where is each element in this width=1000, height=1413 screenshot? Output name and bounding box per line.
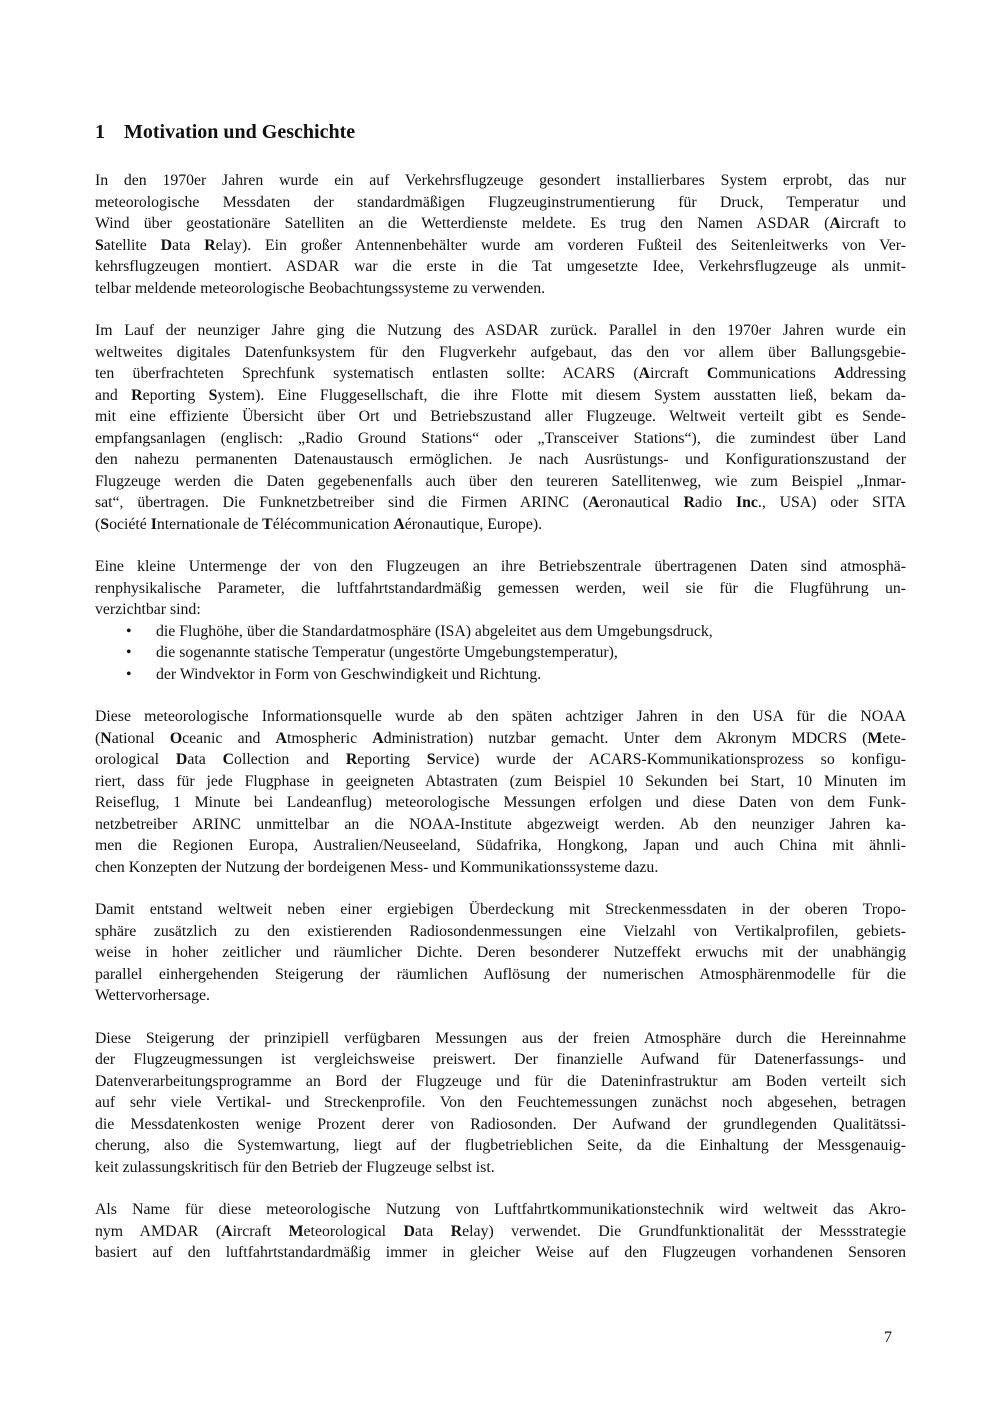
text-segment: ete-: [882, 729, 907, 747]
bold-initial: C: [222, 751, 235, 768]
list-item-text: die Flughöhe, über die Standardatmosphäre (ISA) abgeleitet aus dem Umgebungsdruck,: [156, 622, 713, 640]
text-segment: den nahezu permanenten Datenaustausch ermöglichen. Je nach Ausrüstungs- und Konfigurationszustand der: [95, 451, 906, 468]
text-line: [95, 385, 906, 407]
text-line: [95, 921, 906, 943]
text-segment: (: [95, 515, 101, 533]
text-segment: ata: [187, 751, 223, 768]
text-line: [95, 835, 906, 857]
text-segment: ollection and: [234, 751, 346, 768]
bold-initial: M: [867, 729, 883, 747]
text-segment: Wind über geostationäre Satelliten an die Wetterdienste meldete. Es trug den Namen ASDAR (: [95, 215, 830, 232]
text-line: [95, 471, 906, 493]
text-segment: kehrsflugzeugen montiert. ASDAR war die erste in die Tat umgesetzte Idee, Verkehrsflugzeuge als unmit-: [95, 258, 906, 275]
text-segment: Diese meteorologische Informationsquelle wurde ab den späten achtziger Jahren in den USA für die NOAA: [95, 708, 906, 725]
list-item: [95, 642, 906, 664]
text-line: [95, 749, 906, 771]
text-line: [95, 514, 906, 536]
text-segment: ational: [111, 729, 170, 747]
bold-initial: A: [834, 365, 846, 382]
paragraph: [95, 1028, 906, 1179]
bullet-icon: •: [126, 644, 132, 661]
text-line: [95, 320, 906, 342]
section-heading: [95, 120, 906, 144]
text-segment: adio: [694, 494, 736, 511]
bullet-icon: •: [126, 665, 132, 683]
text-line: [95, 342, 906, 364]
bold-initial: R: [345, 751, 358, 768]
bold-initial: I: [150, 515, 157, 533]
text-segment: men die Regionen Europa, Australien/Neuseeland, Südafrika, Hongkong, Japan und auch China mit ähnli-: [95, 837, 906, 854]
text-line: [95, 1221, 906, 1243]
text-line: [95, 792, 906, 814]
text-segment: ircraft to: [840, 215, 906, 232]
text-segment: ircraft: [650, 365, 707, 382]
text-line: [95, 170, 906, 192]
text-line: [95, 771, 906, 793]
text-segment: ystem). Eine Fluggesellschaft, die ihre Flotte mit diesem System ausstatten ließ, bekam da-: [217, 386, 907, 404]
bold-initial: A: [372, 729, 384, 747]
text-segment: eporting: [142, 386, 209, 404]
text-line: [95, 1135, 906, 1157]
list-item-text: die sogenannte statische Temperatur (ungestörte Umgebungstemperatur),: [156, 644, 618, 661]
text-segment: Im Lauf der neunziger Jahre ging die Nutzung des ASDAR zurück. Parallel in den 1970er Jahren wurde ein: [95, 322, 906, 339]
text-segment: verzichtbar sind:: [95, 601, 201, 618]
bold-initial: N: [100, 729, 112, 747]
text-segment: ceanic and: [182, 729, 276, 747]
bold-initial: A: [638, 365, 651, 382]
text-segment: mit eine effiziente Übersicht über Ort und Betriebszustand aller Flugzeuge. Weltweit verteilt gibt es Sende-: [95, 408, 906, 425]
text-line: [95, 256, 906, 278]
text-line: [95, 1071, 906, 1093]
text-segment: eteorological: [303, 1222, 404, 1240]
text-segment: ten überfrachteten Sprechfunk systematisch entlasten sollte: ACARS (: [95, 365, 639, 382]
text-line: [95, 192, 906, 214]
text-line: [95, 728, 906, 750]
bold-initial: R: [131, 386, 143, 404]
text-segment: ervice) wurde der ACARS-Kommunikationsprozess so konfigu-: [435, 751, 906, 768]
text-segment: éronautique, Europe).: [404, 515, 543, 533]
text-segment: orological: [95, 751, 176, 768]
text-segment: elay) verwendet. Die Grundfunktionalität der Messstrategie: [462, 1222, 906, 1240]
text-segment: basiert auf den luftfahrtstandardmäßig immer in gleicher Weise auf den Flugzeugen vorhandenen Sensoren: [95, 1244, 906, 1261]
text-line: [95, 599, 906, 621]
text-segment: der Flugzeugmessungen ist vergleichsweise preiswert. Der finanzielle Aufwand für Datenerfassungs- und: [95, 1051, 906, 1068]
text-segment: Eine kleine Untermenge der von den Flugzeugen an ihre Betriebszentrale übertragenen Daten sind atmosphä-: [95, 558, 906, 575]
text-segment: weise in hoher zeitlicher und räumlicher Dichte. Deren besonderer Nutzeffekt erwuchs mit der unabhängig: [95, 944, 906, 961]
text-segment: auf sehr viele Vertikal- und Streckenprofile. Von den Feuchtemessungen zunächst noch abgesehen, betragen: [95, 1094, 906, 1111]
text-segment: ircraft: [232, 1222, 289, 1240]
bold-initial: A: [393, 515, 405, 533]
bold-initial: D: [175, 751, 188, 768]
document-page: [95, 120, 906, 1285]
text-segment: Flugzeuge werden die Daten gegebenenfalls auch über den teureren Satellitenweg, wie zum Beispiel „Inmar-: [95, 472, 906, 490]
text-segment: die Messdatenkosten wenige Prozent derer von Radiosonden. Der Aufwand der grundlegenden Qualitätssi-: [95, 1115, 906, 1133]
text-segment: ., USA) oder SITA: [757, 494, 907, 511]
text-segment: Datenverarbeitungsprogramme an Bord der Flugzeuge und für die Dateninfrastruktur am Boden verteilt sich: [95, 1072, 906, 1090]
bold-initial: D: [403, 1222, 415, 1240]
text-segment: In den 1970er Jahren wurde ein auf Verkehrsflugzeuge gesondert installierbares System erprobt, das nur: [95, 172, 906, 189]
bold-initial: A: [588, 494, 600, 511]
text-line: [95, 235, 906, 257]
bold-initial: C: [706, 365, 719, 382]
bold-initial: R: [450, 1222, 463, 1240]
bold-initial: A: [829, 215, 841, 232]
bold-initial: O: [169, 729, 183, 747]
text-segment: eronautical: [599, 494, 684, 511]
text-line: [95, 857, 906, 879]
text-line: [95, 278, 906, 300]
text-line: [95, 578, 906, 600]
text-line: [95, 213, 906, 235]
text-line: [95, 985, 906, 1007]
bold-initial: S: [208, 386, 218, 404]
bold-initial: R: [204, 236, 216, 254]
bullet-list: [95, 621, 906, 686]
text-segment: riert, dass für jede Flugphase in geeigneten Abtastraten (zum Beispiel 10 Sekunden bei Start, 10 Minuten im: [95, 772, 906, 790]
text-segment: sat“, übertragen. Die Funknetzbetreiber sind die Firmen ARINC (: [95, 494, 589, 511]
text-line: [95, 406, 906, 428]
paragraph: [95, 556, 906, 621]
text-segment: nym AMDAR (: [95, 1222, 222, 1240]
bold-initial: S: [95, 236, 104, 254]
bold-initial: D: [160, 236, 172, 254]
bullet-icon: •: [126, 622, 132, 640]
text-segment: (: [95, 729, 101, 747]
text-segment: ommunications: [718, 365, 835, 382]
text-segment: weltweites digitales Datenfunksystem für den Flugverkehr aufgebaut, das den vor allem über Ballungsgebie-: [95, 343, 906, 361]
text-segment: Wettervorhersage.: [95, 987, 210, 1004]
text-segment: ddressing: [845, 365, 906, 382]
page-number: 7: [884, 1329, 892, 1346]
paragraph: [95, 320, 906, 535]
paragraph: [95, 1199, 906, 1264]
text-line: [95, 1092, 906, 1114]
text-line: [95, 814, 906, 836]
text-segment: sphäre zusätzlich zu den existierenden Radiosondenmessungen eine Vielzahl von Vertikalprofilen, gebiets-: [95, 922, 906, 940]
body-text: [95, 170, 906, 1264]
text-line: [95, 942, 906, 964]
text-line: [95, 899, 906, 921]
bold-initial: Inc: [735, 494, 758, 511]
text-line: [95, 1199, 906, 1221]
bold-initial: T: [262, 515, 273, 533]
text-line: [95, 492, 906, 514]
list-item: [95, 621, 906, 643]
text-line: [95, 428, 906, 450]
text-segment: nternationale de: [156, 515, 263, 533]
text-line: [95, 1028, 906, 1050]
text-line: [95, 706, 906, 728]
text-line: [95, 1114, 906, 1136]
text-segment: dministration) nutzbar gemacht. Unter dem Akronym MDCRS (: [383, 729, 868, 747]
text-segment: eporting: [357, 751, 427, 768]
text-line: [95, 1049, 906, 1071]
section-number: 1: [95, 121, 105, 143]
text-segment: tmospheric: [286, 729, 373, 747]
bold-initial: A: [275, 729, 287, 747]
bold-initial: R: [683, 494, 695, 511]
text-segment: atellite: [103, 236, 161, 254]
text-line: [95, 1157, 906, 1179]
text-segment: Als Name für diese meteorologische Nutzung von Luftfahrtkommunikationstechnik wird weltweit das Akro-: [95, 1201, 906, 1218]
paragraph: [95, 899, 906, 1007]
text-segment: chen Konzepten der Nutzung der bordeigenen Mess- und Kommunikationssysteme dazu.: [95, 858, 659, 876]
list-item-text: der Windvektor in Form von Geschwindigkeit und Richtung.: [156, 665, 542, 683]
text-segment: elay). Ein großer Antennenbehälter wurde am vorderen Fußteil des Seitenleitwerks von Ver-: [215, 236, 906, 254]
text-segment: Reiseflug, 1 Minute bei Landeanflug) meteorologische Messungen erfolgen und diese Daten von dem Funk-: [95, 794, 906, 811]
paragraph: [95, 706, 906, 878]
text-segment: parallel einhergehenden Steigerung der räumlichen Auflösung der numerischen Atmosphärenmodelle für die: [95, 965, 906, 983]
bold-initial: S: [426, 751, 436, 768]
paragraph: [95, 170, 906, 299]
text-segment: and: [95, 386, 132, 404]
text-segment: netzbetreiber ARINC unmittelbar an die NOAA-Institute abgezweigt werden. Ab den neunziger Jahren ka-: [95, 815, 906, 833]
text-segment: Diese Steigerung der prinzipiell verfügbaren Messungen aus der freien Atmosphäre durch die Hereinnahme: [95, 1029, 906, 1047]
section-title: Motivation und Geschichte: [124, 121, 356, 143]
text-segment: ociété: [109, 515, 151, 533]
text-segment: renphysikalische Parameter, die luftfahrtstandardmäßig gemessen werden, weil sie für die Flugführung un-: [95, 579, 906, 597]
text-segment: ata: [172, 236, 205, 254]
text-line: [95, 363, 906, 385]
bold-initial: S: [100, 515, 110, 533]
text-segment: Damit entstand weltweit neben einer ergiebigen Überdeckung mit Streckenmessdaten in der oberen Tropo-: [95, 901, 906, 918]
text-segment: telbar meldende meteorologische Beobachtungssysteme zu verwenden.: [95, 279, 546, 297]
text-line: [95, 964, 906, 986]
text-line: [95, 556, 906, 578]
text-segment: élécommunication: [272, 515, 394, 533]
text-segment: ata: [414, 1222, 451, 1240]
bold-initial: A: [221, 1222, 233, 1240]
bold-initial: M: [288, 1222, 304, 1240]
text-line: [95, 1242, 906, 1264]
text-segment: cherung, also die Systemwartung, liegt auf der flugbetrieblichen Seite, da die Einhaltung der Messgenauig-: [95, 1137, 906, 1154]
text-segment: meteorologische Messdaten der standardmäßigen Flugzeuginstrumentierung für Druck, Temperatur und: [95, 193, 906, 211]
list-item: [95, 664, 906, 686]
text-segment: keit zulassungskritisch für den Betrieb der Flugzeuge selbst ist.: [95, 1158, 495, 1176]
text-segment: empfangsanlagen (englisch: „Radio Ground Stations“ oder „Transceiver Stations“), die zumindest über Land: [95, 429, 906, 447]
text-line: [95, 449, 906, 471]
